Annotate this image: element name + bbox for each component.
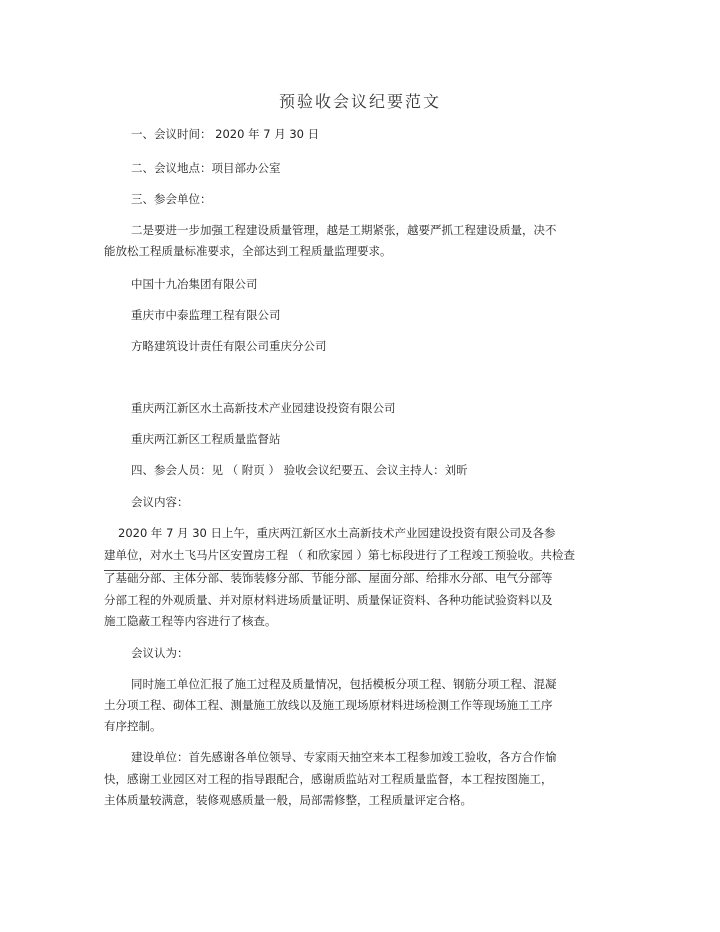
participant-unit: 方略建筑设计责任有限公司重庆分公司 bbox=[131, 339, 327, 353]
paragraph-line: 同时施工单位汇报了施工过程及质量情况，包括模板分项工程、钢筋分项工程、混凝 bbox=[131, 677, 557, 691]
paragraph-line: 有序控制。 bbox=[104, 719, 162, 733]
paragraph-line: 快，感谢工业园区对工程的指导跟配合，感谢质监站对工程质量监督，本工程按图施工， bbox=[104, 772, 553, 786]
document-title: 预验收会议纪要范文 bbox=[278, 92, 441, 111]
opinion-heading: 会议认为： bbox=[131, 646, 189, 660]
attendees-line: 四、参会人员：见 （ 附页 ） 验收会议纪要五、会议主持人：刘昕 bbox=[131, 463, 468, 477]
paragraph-line: 施工隐蔽工程等内容进行了核查。 bbox=[104, 614, 277, 628]
participant-unit: 重庆市中泰监理工程有限公司 bbox=[131, 308, 281, 322]
participant-unit: 重庆两江新区水土高新技术产业园建设投资有限公司 bbox=[131, 401, 396, 415]
participant-unit: 中国十九冶集团有限公司 bbox=[131, 277, 258, 291]
paragraph-line: 土分项工程、砌体工程、测量施工放线以及施工现场原材料进场检测工作等现场施工工序 bbox=[104, 698, 553, 712]
paragraph-line: 主体质量较满意，装修观感质量一般，局部需修整，工程质量评定合格。 bbox=[104, 793, 472, 807]
paragraph-line: 建单位，对水土飞马片区安置房工程 （ 和欣家园 ）第七标段进行了工程竣工预验收。共检查 bbox=[104, 548, 575, 562]
paragraph-line: 分部工程的外观质量、并对原材料进场质量证明、质量保证资料、各种功能试验资料以及 bbox=[104, 593, 553, 607]
content-heading: 会议内容： bbox=[131, 495, 189, 509]
participant-unit: 重庆两江新区工程质量监督站 bbox=[131, 432, 281, 446]
participants-heading: 三、参会单位： bbox=[131, 192, 212, 206]
paragraph-line: 了基础分部、主体分部、装饰装修分部、节能分部、屋面分部、给排水分部、电气分部等 bbox=[104, 571, 553, 585]
paragraph-line: 2020 年 7 月 30 日上午，重庆两江新区水土高新技术产业园建设投资有限公司及各参 bbox=[118, 526, 556, 540]
meeting-place: 二、会议地点：项目部办公室 bbox=[131, 161, 281, 175]
paragraph-line: 建设单位：首先感谢各单位领导、专家雨天抽空来本工程参加竣工验收，各方合作愉 bbox=[131, 750, 557, 764]
paragraph-line: 能放松工程质量标准要求，全部达到工程质量监理要求。 bbox=[104, 244, 392, 258]
meeting-time: 一、会议时间： 2020 年 7 月 30 日 bbox=[131, 127, 320, 141]
paragraph-line: 二是要进一步加强工程建设质量管理，越是工期紧张，越要严抓工程建设质量，决不 bbox=[131, 223, 557, 237]
